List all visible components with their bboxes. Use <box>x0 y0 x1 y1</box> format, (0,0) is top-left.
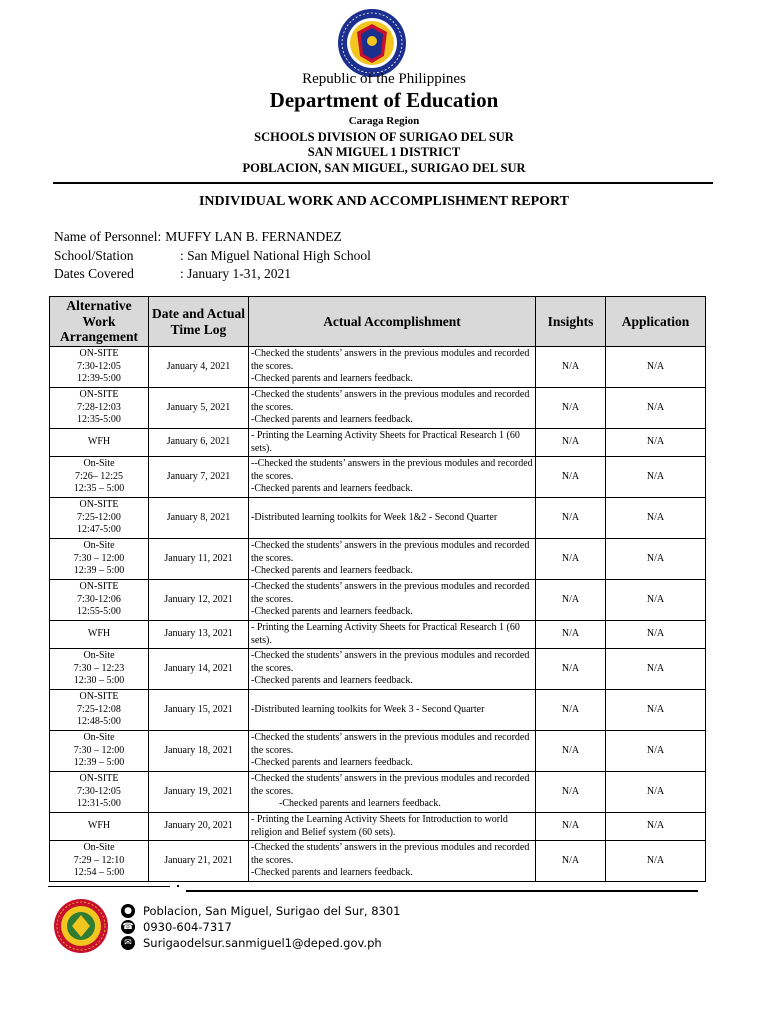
accomplishment-cell <box>249 457 536 498</box>
accomplishment-line: - Printing the Learning Activity Sheets for Practical Research 1 (60 sets). <box>251 622 520 646</box>
department-title: Department of Education <box>269 88 499 112</box>
arrangement-line: 7:28-12:03 <box>77 401 121 413</box>
accomplishment-cell <box>249 772 536 813</box>
accomplishment-cell <box>249 649 536 690</box>
footer-address-text: Poblacion, San Miguel, Surigao del Sur, 8301 <box>143 904 401 918</box>
table-header-row <box>50 297 706 347</box>
arrangement-cell <box>50 813 149 841</box>
arrangement-line: On-Site <box>83 732 115 744</box>
accomplishment-line: - Printing the Learning Activity Sheets for Introduction to world religion and Belief system (60 sets). <box>251 814 508 838</box>
table-row <box>50 539 706 580</box>
arrangement-cell <box>50 772 149 813</box>
accomplishment-line: -Checked parents and learners feedback. <box>251 373 413 385</box>
arrangement-line: ON-SITE <box>79 389 119 401</box>
table-row <box>50 649 706 690</box>
arrangement-line: 7:25-12:08 <box>77 703 121 715</box>
header-insights: Insights <box>536 297 606 347</box>
accomplishment-cell <box>249 347 536 388</box>
accomplishment-line: -Checked the students’ answers in the previous modules and recorded the scores. <box>251 650 530 674</box>
arrangement-cell <box>50 841 149 882</box>
accomplishment-line: -Checked parents and learners feedback. <box>251 565 413 577</box>
republic-line: Republic of the Philippines <box>302 71 466 87</box>
application-cell: N/A <box>606 580 706 621</box>
date-cell: January 14, 2021 <box>149 649 249 690</box>
footer-email <box>121 936 382 950</box>
footer-phone-text: 0930-604-7317 <box>143 920 232 934</box>
arrangement-line: On-Site <box>83 842 115 854</box>
accomplishment-cell <box>249 690 536 731</box>
arrangement-line: WFH <box>87 820 111 832</box>
district-line: SAN MIGUEL 1 DISTRICT <box>307 145 461 159</box>
application-cell: N/A <box>606 388 706 429</box>
table-row <box>50 388 706 429</box>
application-cell: N/A <box>606 731 706 772</box>
personnel-name-value: MUFFY LAN B. FERNANDEZ <box>165 229 342 244</box>
arrangement-line: ON-SITE <box>79 773 119 785</box>
arrangement-line: 7:30 – 12:23 <box>73 662 125 674</box>
division-line: SCHOOLS DIVISION OF SURIGAO DEL SUR <box>254 130 514 144</box>
table-row <box>50 690 706 731</box>
table-row <box>50 813 706 841</box>
arrangement-line: On-Site <box>83 650 115 662</box>
accomplishment-line: -Checked the students’ answers in the previous modules and recorded the scores. <box>251 773 530 797</box>
arrangement-line: 12:55-5:00 <box>77 606 121 618</box>
insights-cell: N/A <box>536 813 606 841</box>
date-cell: January 12, 2021 <box>149 580 249 621</box>
region-line: Caraga Region <box>348 115 420 127</box>
arrangement-line: 12:47-5:00 <box>77 524 121 536</box>
header-application: Application <box>606 297 706 347</box>
insights-cell: N/A <box>536 539 606 580</box>
arrangement-cell <box>50 649 149 690</box>
date-cell: January 6, 2021 <box>149 429 249 457</box>
arrangement-line: 12:54 – 5:00 <box>73 867 125 879</box>
accomplishment-cell <box>249 621 536 649</box>
application-cell: N/A <box>606 649 706 690</box>
accomplishment-line: -Distributed learning toolkits for Week 1&2 - Second Quarter <box>251 511 498 523</box>
accomplishment-line: -Checked the students’ answers in the previous modules and recorded the scores. <box>251 540 530 564</box>
insights-cell: N/A <box>536 649 606 690</box>
date-cell: January 11, 2021 <box>149 539 249 580</box>
application-cell: N/A <box>606 813 706 841</box>
office-address-line: POBLACION, SAN MIGUEL, SURIGAO DEL SUR <box>242 161 526 175</box>
date-cell: January 7, 2021 <box>149 457 249 498</box>
date-cell: January 15, 2021 <box>149 690 249 731</box>
arrangement-cell <box>50 457 149 498</box>
accomplishment-line: -Checked the students’ answers in the previous modules and recorded the scores. <box>251 389 530 413</box>
application-cell: N/A <box>606 841 706 882</box>
footer-address <box>121 904 401 918</box>
accomplishment-cell <box>249 539 536 580</box>
school-station-row <box>54 248 371 264</box>
accomplishment-line: -Checked parents and learners feedback. <box>251 606 413 618</box>
insights-cell: N/A <box>536 429 606 457</box>
application-cell: N/A <box>606 772 706 813</box>
insights-cell: N/A <box>536 731 606 772</box>
arrangement-line: 7:30-12:05 <box>77 360 121 372</box>
accomplishment-line: -Checked parents and learners feedback. <box>279 798 441 810</box>
insights-cell: N/A <box>536 772 606 813</box>
application-cell: N/A <box>606 690 706 731</box>
footer-divider-dot <box>177 885 179 887</box>
footer-email-text: Surigaodelsur.sanmiguel1@deped.gov.ph <box>143 936 382 950</box>
arrangement-line: 12:31-5:00 <box>77 798 121 810</box>
accomplishment-line: -Checked parents and learners feedback. <box>251 483 413 495</box>
date-cell: January 19, 2021 <box>149 772 249 813</box>
arrangement-line: 12:30 – 5:00 <box>73 675 125 687</box>
accomplishment-line: - Printing the Learning Activity Sheets for Practical Research 1 (60 sets). <box>251 430 520 454</box>
accomplishment-line: -Checked parents and learners feedback. <box>251 867 413 879</box>
accomplishment-line: -Checked the students’ answers in the previous modules and recorded the scores. <box>251 842 530 866</box>
table-row <box>50 772 706 813</box>
accomplishment-line: -Checked the students’ answers in the previous modules and recorded the scores. <box>251 348 530 372</box>
header-accomplishment: Actual Accomplishment <box>249 297 536 347</box>
dates-covered-value: : January 1-31, 2021 <box>180 266 291 281</box>
accomplishment-cell <box>249 388 536 429</box>
accomplishment-line: -Distributed learning toolkits for Week 3 - Second Quarter <box>251 703 485 715</box>
header-divider <box>53 182 713 184</box>
accomplishment-cell <box>249 580 536 621</box>
date-cell: January 5, 2021 <box>149 388 249 429</box>
insights-cell: N/A <box>536 498 606 539</box>
application-cell: N/A <box>606 621 706 649</box>
school-station-value: : San Miguel National High School <box>180 248 371 263</box>
table-body <box>50 347 706 882</box>
email-icon: ✉ <box>121 936 135 950</box>
accomplishment-line: -Checked parents and learners feedback. <box>251 414 413 426</box>
arrangement-line: ON-SITE <box>79 581 119 593</box>
arrangement-line: 12:35 – 5:00 <box>73 483 125 495</box>
accomplishment-table <box>49 296 706 882</box>
date-cell: January 4, 2021 <box>149 347 249 388</box>
table-row <box>50 841 706 882</box>
arrangement-cell <box>50 498 149 539</box>
insights-cell: N/A <box>536 347 606 388</box>
arrangement-cell <box>50 429 149 457</box>
phone-icon: ☎ <box>122 922 134 932</box>
insights-cell: N/A <box>536 621 606 649</box>
arrangement-line: 12:48-5:00 <box>77 716 121 728</box>
arrangement-cell <box>50 621 149 649</box>
accomplishment-line: -Checked parents and learners feedback. <box>251 675 413 687</box>
arrangement-cell <box>50 731 149 772</box>
accomplishment-cell <box>249 498 536 539</box>
table-row <box>50 429 706 457</box>
footer-phone <box>121 920 232 934</box>
table-row <box>50 457 706 498</box>
table-row <box>50 621 706 649</box>
arrangement-line: 7:26– 12:25 <box>74 470 124 482</box>
accomplishment-cell <box>249 813 536 841</box>
accomplishment-cell <box>249 429 536 457</box>
arrangement-cell <box>50 347 149 388</box>
personnel-name-row <box>54 229 342 245</box>
application-cell: N/A <box>606 498 706 539</box>
accomplishment-line: --Checked the students’ answers in the previous modules and recorded the scores. <box>251 458 533 482</box>
arrangement-cell <box>50 388 149 429</box>
accomplishment-cell <box>249 731 536 772</box>
footer-divider-left <box>48 886 170 887</box>
insights-cell: N/A <box>536 841 606 882</box>
table-row <box>50 347 706 388</box>
arrangement-line: 7:30-12:05 <box>77 785 121 797</box>
arrangement-line: 7:30-12:06 <box>77 593 121 605</box>
arrangement-cell <box>50 580 149 621</box>
school-station-label: School/Station <box>54 248 134 263</box>
arrangement-line: On-Site <box>83 540 115 552</box>
application-cell: N/A <box>606 457 706 498</box>
arrangement-line: 12:39-5:00 <box>77 373 121 385</box>
arrangement-line: ON-SITE <box>79 348 119 360</box>
accomplishment-line: -Checked the students’ answers in the previous modules and recorded the scores. <box>251 732 530 756</box>
personnel-name-label: Name of Personnel: <box>54 229 162 244</box>
accomplishment-line: -Checked parents and learners feedback. <box>251 757 413 769</box>
arrangement-line: 7:30 – 12:00 <box>73 552 125 564</box>
accomplishment-cell <box>249 841 536 882</box>
arrangement-line: WFH <box>87 436 111 448</box>
arrangement-cell <box>50 690 149 731</box>
table-row <box>50 731 706 772</box>
report-title: INDIVIDUAL WORK AND ACCOMPLISHMENT REPORT <box>198 194 570 209</box>
date-cell: January 18, 2021 <box>149 731 249 772</box>
location-icon: ● <box>121 904 135 918</box>
arrangement-cell <box>50 539 149 580</box>
insights-cell: N/A <box>536 580 606 621</box>
arrangement-line: 7:30 – 12:00 <box>73 744 125 756</box>
arrangement-line: ON-SITE <box>79 691 119 703</box>
arrangement-line: 12:35-5:00 <box>77 414 121 426</box>
school-logo <box>53 898 109 954</box>
date-cell: January 20, 2021 <box>149 813 249 841</box>
table-row <box>50 498 706 539</box>
arrangement-line: 12:39 – 5:00 <box>73 565 125 577</box>
date-cell: January 13, 2021 <box>149 621 249 649</box>
application-cell: N/A <box>606 347 706 388</box>
application-cell: N/A <box>606 539 706 580</box>
footer-divider-right <box>186 890 698 892</box>
insights-cell: N/A <box>536 457 606 498</box>
dates-covered-label: Dates Covered <box>54 266 134 281</box>
arrangement-line: 7:29 – 12:10 <box>73 854 125 866</box>
date-cell: January 21, 2021 <box>149 841 249 882</box>
arrangement-line: On-Site <box>83 458 115 470</box>
accomplishment-line: -Checked the students’ answers in the previous modules and recorded the scores. <box>251 581 530 605</box>
deped-seal-logo <box>337 8 407 78</box>
date-cell: January 8, 2021 <box>149 498 249 539</box>
application-cell: N/A <box>606 429 706 457</box>
arrangement-line: 12:39 – 5:00 <box>73 757 125 769</box>
arrangement-line: ON-SITE <box>79 499 119 511</box>
header-date-time-log: Date and Actual Time Log <box>149 297 249 347</box>
table-row <box>50 580 706 621</box>
insights-cell: N/A <box>536 690 606 731</box>
dates-covered-row <box>54 266 291 282</box>
header-arrangement: Alternative Work Arrangement <box>50 297 149 347</box>
arrangement-line: 7:25-12:00 <box>77 511 121 523</box>
arrangement-line: WFH <box>87 628 111 640</box>
insights-cell: N/A <box>536 388 606 429</box>
